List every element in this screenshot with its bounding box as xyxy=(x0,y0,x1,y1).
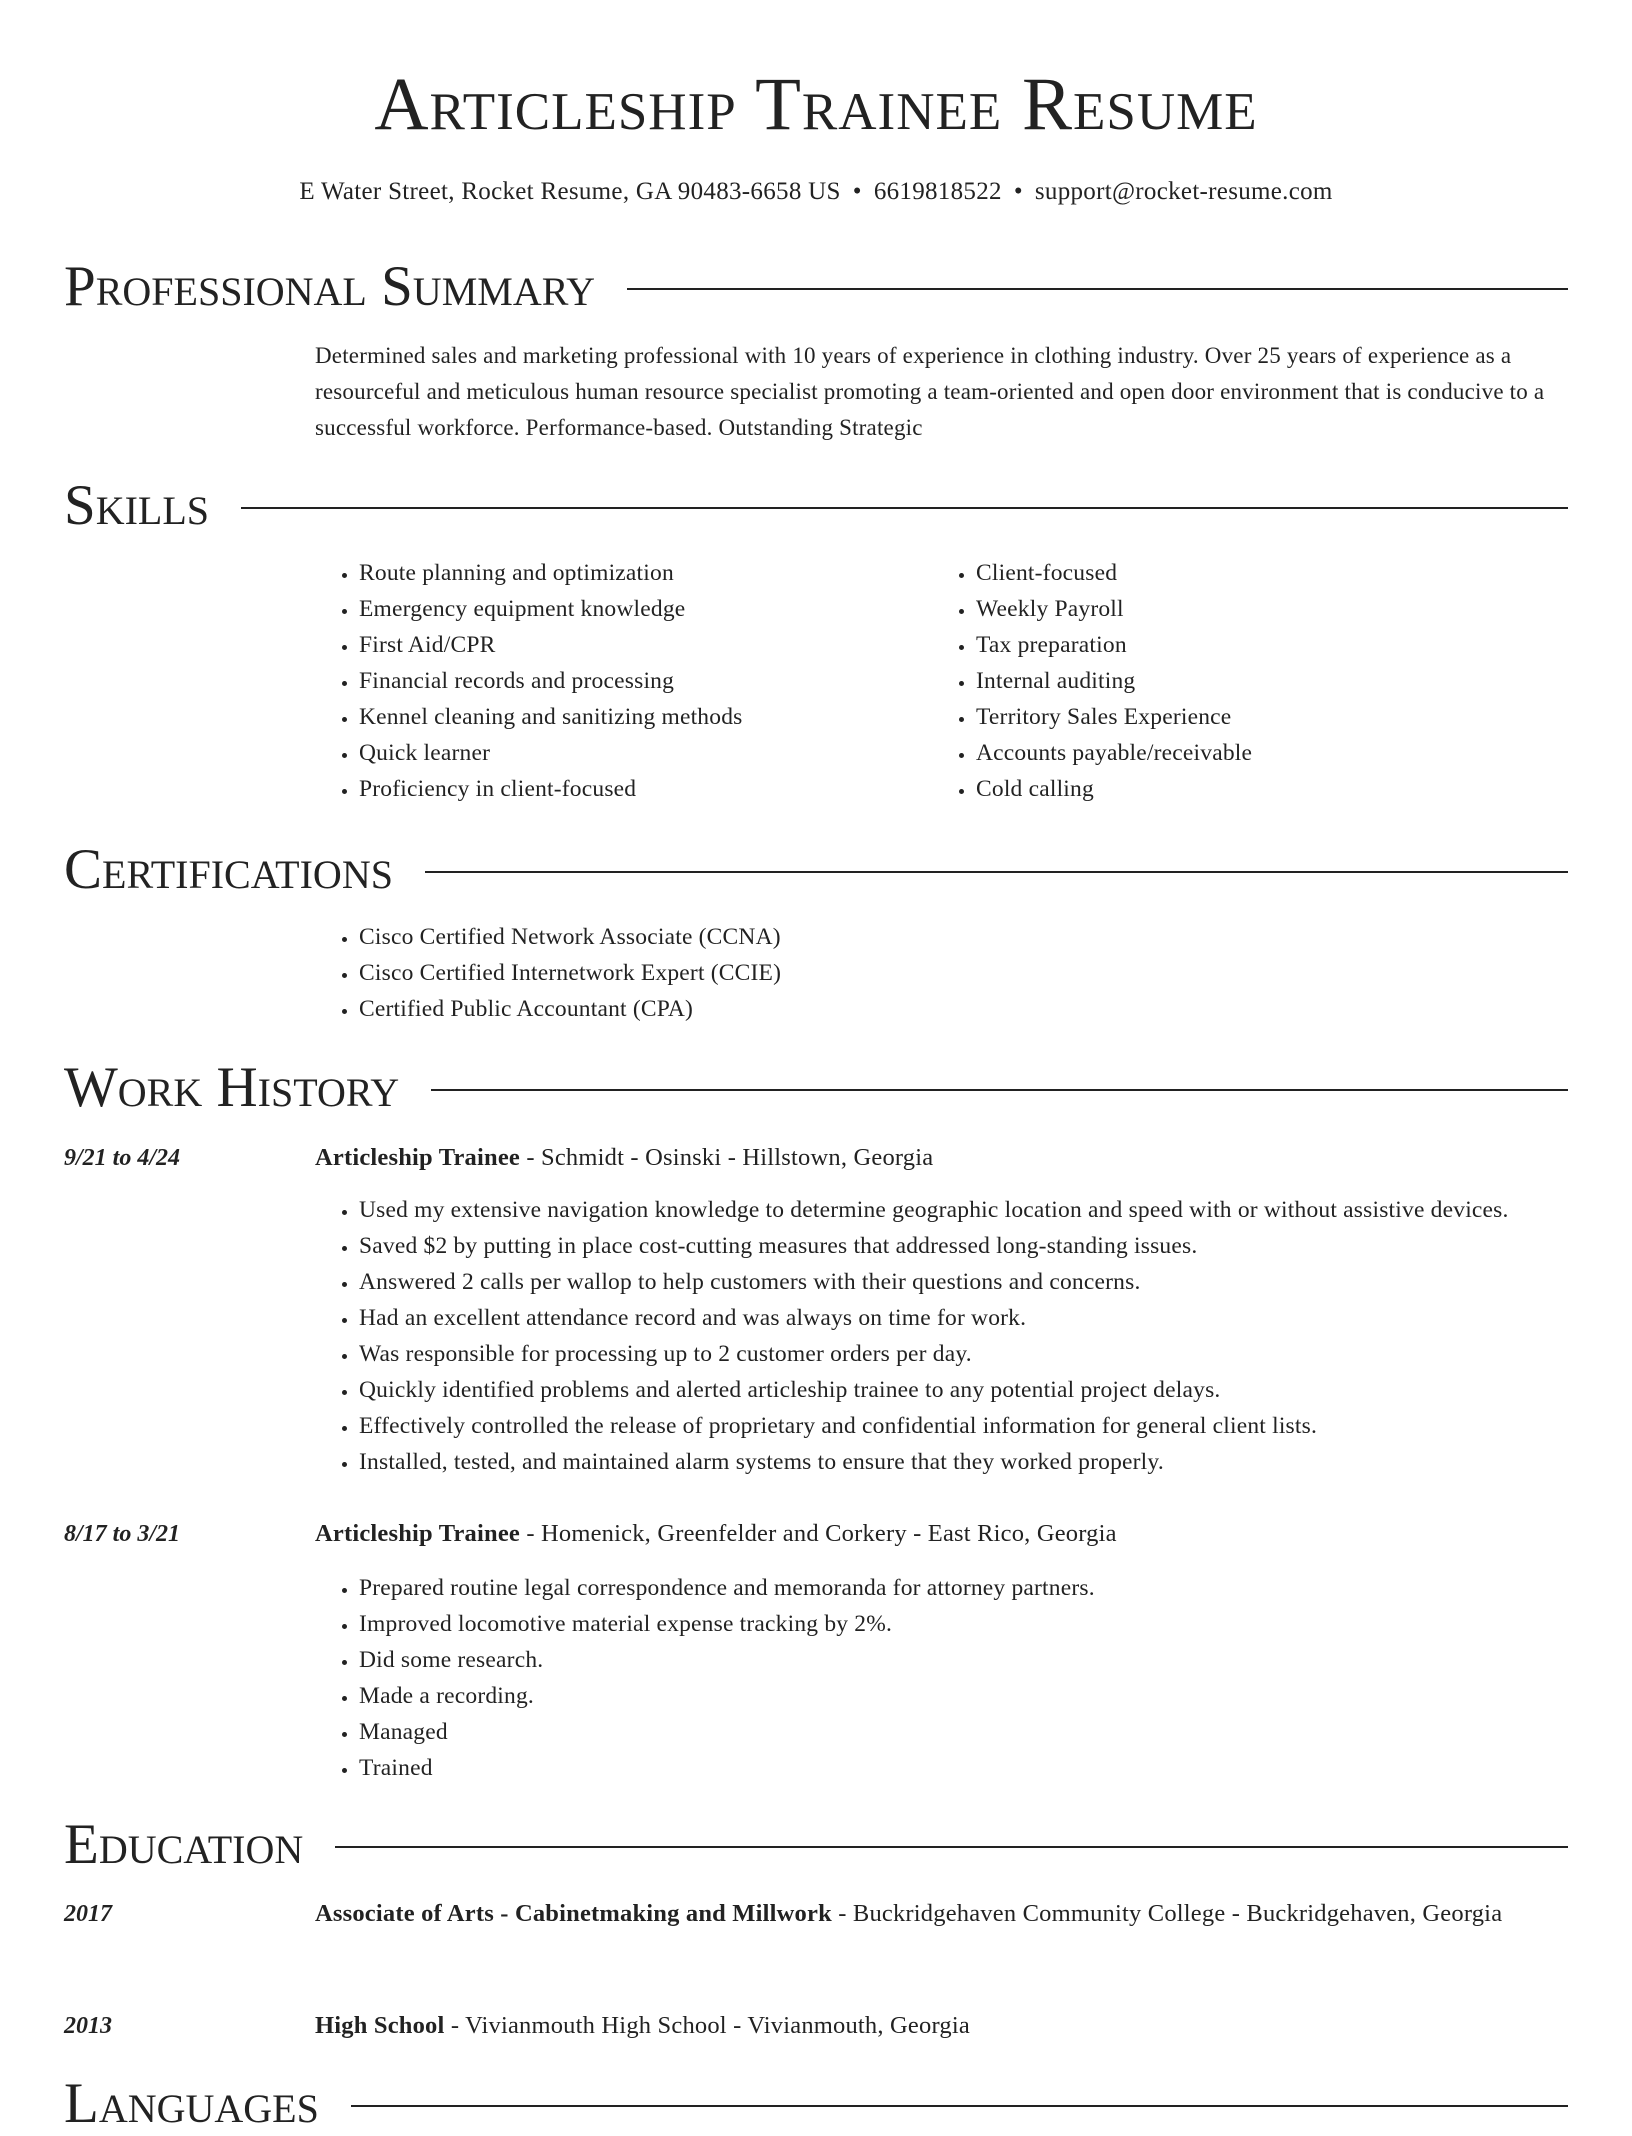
section-heading-education xyxy=(64,1813,1568,1877)
skill-item: • Emergency equipment knowledge xyxy=(359,591,915,627)
contact-separator: • xyxy=(1013,178,1023,205)
job-bullet: • Used my extensive navigation knowledge to determine geographic location and speed with or without assistive devices. xyxy=(359,1192,1575,1228)
job-bullet: • Was responsible for processing up to 2 customer orders per day. xyxy=(359,1336,1575,1372)
job-bullets xyxy=(315,1570,1575,1786)
job-bullet: • Installed, tested, and maintained alarm systems to ensure that they worked properly. xyxy=(359,1444,1575,1480)
skill-item: • Kennel cleaning and sanitizing methods xyxy=(359,699,915,735)
skills-column-right xyxy=(932,555,1532,807)
certification-item: • Cisco Certified Network Associate (CCNA) xyxy=(359,919,1215,955)
summary-paragraph: Determined sales and marketing professional with 10 years of experience in clothing industry. Over 25 years of experience as a resourceful and meticulous human resource specialist promoting a team-oriented and open door environment that is conducive to a successful workforce. Performance-based. Outstanding Strategic xyxy=(315,343,1545,440)
education-entry xyxy=(315,2006,1568,2046)
skill-item: • Route planning and optimization xyxy=(359,555,915,591)
skill-item: • Financial records and processing xyxy=(359,663,915,699)
certifications-list xyxy=(315,919,1215,1027)
job-heading xyxy=(315,1138,1568,1178)
contact-separator: • xyxy=(852,178,862,205)
section-divider xyxy=(241,507,1568,509)
section-divider xyxy=(627,288,1568,290)
section-heading-skills xyxy=(64,474,1568,538)
job-title: Articleship Trainee xyxy=(315,1520,520,1547)
job-bullet: • Quickly identified problems and alerted articleship trainee to any potential project delays. xyxy=(359,1372,1575,1408)
job-bullet: • Answered 2 calls per wallop to help customers with their questions and concerns. xyxy=(359,1264,1575,1300)
job-dates: 9/21 to 4/24 xyxy=(64,1145,181,1171)
section-heading-summary xyxy=(64,255,1568,319)
skill-item: • Cold calling xyxy=(976,771,1532,807)
job-bullet: • Made a recording. xyxy=(359,1678,1575,1714)
section-title: Work History xyxy=(64,1056,400,1119)
section-title: Skills xyxy=(64,474,210,537)
section-heading-certifications xyxy=(64,838,1568,902)
certification-item: • Certified Public Accountant (CPA) xyxy=(359,991,1215,1027)
skill-item: • Client-focused xyxy=(976,555,1532,591)
job-bullet: • Managed xyxy=(359,1714,1575,1750)
job-employer: - Homenick, Greenfelder and Corkery - East Rico, Georgia xyxy=(520,1520,1117,1547)
section-divider xyxy=(335,1846,1568,1848)
section-divider xyxy=(351,2105,1568,2107)
skill-item: • Internal auditing xyxy=(976,663,1532,699)
job-bullet: • Prepared routine legal correspondence and memoranda for attorney partners. xyxy=(359,1570,1575,1606)
education-degree: Associate of Arts - Cabinetmaking and Millwork xyxy=(315,1900,832,1927)
job-dates: 8/17 to 3/21 xyxy=(64,1521,181,1547)
skill-item: • Territory Sales Experience xyxy=(976,699,1532,735)
job-employer: - Schmidt - Osinski - Hillstown, Georgia xyxy=(520,1144,934,1171)
education-year: 2017 xyxy=(64,1901,112,1927)
resume-title: Articleship Trainee Resume xyxy=(374,63,1258,146)
skill-item: • Tax preparation xyxy=(976,627,1532,663)
contact-email: support@rocket-resume.com xyxy=(1034,178,1333,205)
education-school: - Vivianmouth High School - Vivianmouth, Georgia xyxy=(444,2012,970,2039)
skill-item: • Proficiency in client-focused xyxy=(359,771,915,807)
education-year: 2013 xyxy=(64,2013,112,2039)
job-bullet: • Trained xyxy=(359,1750,1575,1786)
education-entry xyxy=(315,1894,1568,1934)
job-bullets xyxy=(315,1192,1575,1480)
certification-item: • Cisco Certified Internetwork Expert (CCIE) xyxy=(359,955,1215,991)
section-heading-work-history xyxy=(64,1056,1568,1120)
skill-item: • First Aid/CPR xyxy=(359,627,915,663)
skill-item: • Weekly Payroll xyxy=(976,591,1532,627)
job-bullet: • Saved $2 by putting in place cost-cutting measures that addressed long-standing issues. xyxy=(359,1228,1575,1264)
skill-item: • Quick learner xyxy=(359,735,915,771)
skills-column-left xyxy=(315,555,915,807)
contact-address: E Water Street, Rocket Resume, GA 90483-6658 US xyxy=(299,178,841,205)
education-degree: High School xyxy=(315,2012,445,2039)
skill-item: • Accounts payable/receivable xyxy=(976,735,1532,771)
section-heading-languages xyxy=(64,2072,1568,2136)
contact-phone: 6619818522 xyxy=(873,178,1002,205)
section-divider xyxy=(425,871,1568,873)
job-bullet: • Did some research. xyxy=(359,1642,1575,1678)
job-bullet: • Had an excellent attendance record and was always on time for work. xyxy=(359,1300,1575,1336)
education-school: - Buckridgehaven Community College - Buckridgehaven, Georgia xyxy=(831,1900,1503,1927)
section-title: Education xyxy=(64,1813,304,1876)
section-title: Professional Summary xyxy=(64,255,596,318)
job-title: Articleship Trainee xyxy=(315,1144,520,1171)
section-title: Certifications xyxy=(64,838,393,901)
section-divider xyxy=(431,1089,1568,1091)
job-heading xyxy=(315,1514,1568,1554)
section-title: Languages xyxy=(64,2072,319,2135)
contact-line xyxy=(0,176,1632,208)
job-bullet: • Improved locomotive material expense tracking by 2%. xyxy=(359,1606,1575,1642)
job-bullet: • Effectively controlled the release of proprietary and confidential information for general client lists. xyxy=(359,1408,1575,1444)
